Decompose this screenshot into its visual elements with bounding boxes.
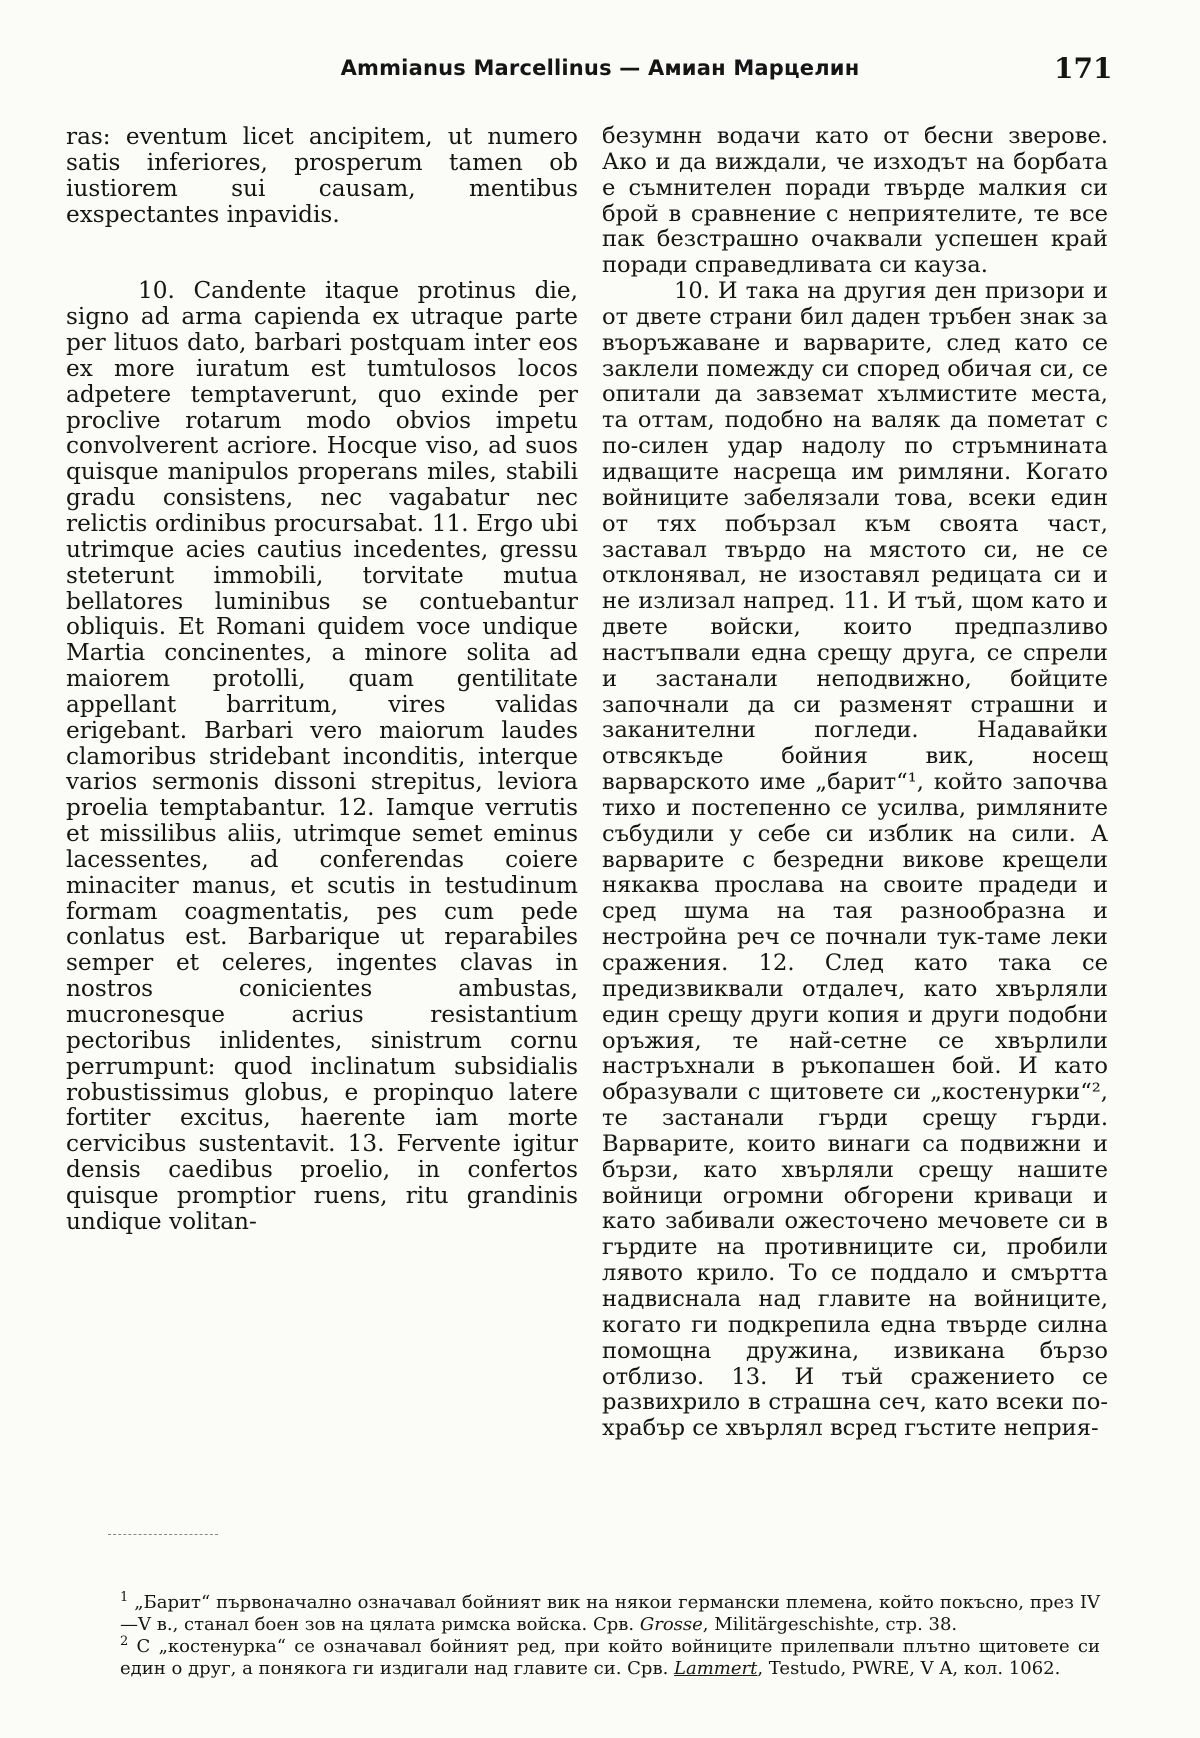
footnote-1-author: Grosse (639, 1614, 703, 1635)
latin-column (66, 124, 578, 1235)
bulgarian-column (602, 124, 1108, 1442)
bulgarian-paragraph-2: 10. И така на другия ден призори и от двете страни бил даден тръбен знак за въоръжаване и варварите, след като се заклели помежду си според обичая си, се опитали да завземат хълмистите места, та оттам, подобно на валяк да пометат с по-силен удар надолу по стръмнината идващите насреща им римляни. Когато войниците забелязали това, всеки един от тях побързал към своята част, заставал твърдо на мястото си, не се отклонявал, не изоставял редицата си и не излизал напред. 11. И тъй, щом като и двете войски, които предпазливо настъпвали една срещу друга, се спрели и застанали неподвижно, бойците започнали да си разменят страшни и заканителни погледи. Надавайки отвсякъде бойния вик, носещ варварското име „барит“¹, който започва тихо и постепенно се усилва, римляните събудили у себе си изблик на сили. А варварите с безредни викове крещели някаква прослава на своите прадеди и сред шума на тая разнообразна и нестройна реч се почнали тук-таме леки сражения. 12. След като така се предизвиквали отдалеч, като хвърляли един срещу други копия и други подобни оръжия, те най-сетне се хвърлили настръхнали в ръкопашен бой. И като образували с щитовете си „костенурки“², те застанали гърди срещу гърди. Варварите, които винаги са подвижни и бързи, като хвърляли срещу нашите войници огромни обгорени криваци и като забивали ожесточено мечовете си в гърдите на противниците си, пробили лявото крило. То се поддало и смъртта надвиснала над главите на войниците, когато ги подкрепила една твърде силна помощна дружина, извикана бързо отблизо. 13. И тъй сражението се развихрило в страшна сеч, като всеки по-храбър се хвърлял всред гъстите неприя- (602, 278, 1108, 1442)
footnote-1-text: „Барит“ първоначално означавал бойният вик на някои германски племена, който покъсно, през IV—V в., станал боен зов на цялата римска войска. Срв. (120, 1592, 1100, 1635)
footnote-2-number: 2 (120, 1634, 129, 1649)
footnote-2-source: , Testudo, PWRE, V A, кол. 1062. (757, 1658, 1061, 1679)
footnote-2 (120, 1636, 1100, 1680)
footnote-2-author: Lammert (674, 1658, 758, 1679)
page-number: 171 (1054, 52, 1113, 85)
footnote-1-number: 1 (120, 1590, 129, 1605)
footnotes (120, 1592, 1100, 1680)
footnote-1-source: , Militärgeschishte, стр. 38. (702, 1614, 958, 1635)
latin-paragraph-1: ras: eventum licet ancipitem, ut numero satis inferiores, prosperum tamen ob iustiorem sui causam, mentibus exspectantes inpavidis. (66, 123, 578, 228)
footnote-1 (120, 1592, 1100, 1636)
running-title: Ammianus Marcellinus — Амиан Марцелин (340, 56, 860, 80)
page-header (0, 52, 1200, 88)
footnote-2-text: С „костенурка“ се означавал бойният ред, при който войниците прилепвали плътно щитовете си един о друг, а понякога ги издигали над главите си. Срв. (120, 1636, 1100, 1679)
latin-paragraph-2: 10. Candente itaque protinus die, signo ad arma capienda ex utraque parte per lituos dato, barbari postquam inter eos ex more iuratum est tumtulosos locos adpetere temptaverunt, quo exinde per proclive rotarum modo obvios impetu convolverent acriore. Hocque viso, ad suos quisque manipulos properans miles, stabili gradu consistens, nec vagabatur nec relictis ordinibus procursabat. 11. Ergo ubi utrimque acies cautius incedentes, gressu steterunt immobili, torvitate mutua bellatores luminibus se contuebantur obliquis. Et Romani quidem voce undique Martia concinentes, a minore solita ad maiorem protolli, quam gentilitate appellant barritum, vires validas erigebant. Barbari vero maiorum laudes clamoribus stridebant inconditis, interque varios sermonis dissoni strepitus, leviora proelia temptabantur. 12. Iamque verrutis et missilibus aliis, utrimque semet eminus lacessentes, ad conferendas coiere minaciter manus, et scutis in testudinum formam coagmentatis, pes cum pede conlatus est. Barbarique ut reparabiles semper et celeres, ingentes clavas in nostros conicientes ambustas, mucronesque acrius resistantium pectoribus inlidentes, sinistrum cornu perrumpunt: quod inclinatum subsidialis robustissimus globus, e propinquo latere fortiter excitus, haerente iam morte cervicibus sustentavit. 13. Fervente igitur densis caedibus proelio, in confertos quisque promptior ruens, ritu grandinis undique volitan- (66, 277, 578, 1235)
bulgarian-paragraph-1: безумнн водачи като от бесни зверове. Ако и да виждали, че изходът на борбата е съмнителен поради твърде малкия си брой в сравнение с неприятелите, те все пак безстрашно очаквали успешен край поради справедливата си кауза. (602, 123, 1108, 279)
footnote-separator (108, 1534, 218, 1535)
